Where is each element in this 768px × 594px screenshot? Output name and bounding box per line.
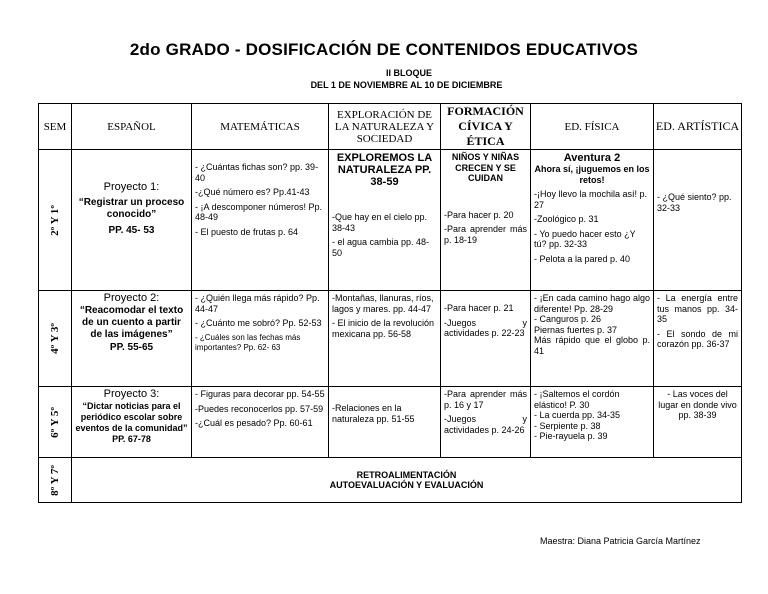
retroalimentacion-label: RETROALIMENTACIÓN xyxy=(356,470,457,480)
fis-item: - Pie-rayuela p. 39 xyxy=(534,431,608,441)
art-item: - La energía entre tus manos pp. 34-35 xyxy=(657,293,738,324)
mat-item: - ¿Cuáles son las fechas más importantes? Pp. 62- 63 xyxy=(195,332,301,352)
exploracion-title: EXPLOREMOS LA NATURALEZA PP. 38-59 xyxy=(336,152,433,188)
col-fisica: ED. FÍSICA xyxy=(531,104,654,150)
mat-item: - ¿Quién llega más rápido? Pp. 44-47 xyxy=(195,293,320,314)
fis-item: - Pelota a la pared p. 40 xyxy=(534,253,631,264)
fis-item: - Yo puedo hacer esto ¿Y tú? pp. 32-33 xyxy=(534,228,636,249)
evaluacion-label: AUTOEVALUACIÓN Y EVALUACIÓN xyxy=(329,480,484,490)
mat-item: - ¿Cuántas fichas son? pp. 39- 40 xyxy=(195,162,319,183)
fis-item: - ¡Saltemos el cordón elástico! P. 30 xyxy=(534,389,620,410)
espanol-title: “Registrar un proceso conocido” xyxy=(78,196,185,220)
table-row xyxy=(39,458,742,503)
col-sem: SEM xyxy=(39,104,72,150)
for-item: -Juegos y actividades p. 24-26 xyxy=(444,414,527,435)
for-item: -Para hacer p. 21 xyxy=(444,303,514,313)
art-item: - ¿Qué siento? pp. 32-33 xyxy=(657,192,732,213)
fisica-subtitle: Ahora sí, ¡juguemos en los retos! xyxy=(534,164,650,185)
espanol-pages: PP. 55-65 xyxy=(109,341,154,353)
espanol-proyecto: Proyecto 2: xyxy=(103,292,160,304)
week-label: 6º Y 5º xyxy=(49,406,61,438)
table-row xyxy=(39,387,742,458)
week-label: 2º Y 1º xyxy=(49,204,61,236)
for-item: -Para aprender más p. 18-19 xyxy=(444,224,527,245)
col-matematicas: MATEMÁTICAS xyxy=(192,104,329,150)
fisica-title: Aventura 2 xyxy=(563,152,621,164)
espanol-proyecto: Proyecto 1: xyxy=(103,181,160,193)
col-formacion: FORMACIÓN CÍVICA Y ÉTICA xyxy=(441,104,531,150)
fis-item: -Zoológico p. 31 xyxy=(534,214,599,224)
exp-item: - El inicio de la revolución mexicana pp. 56-58 xyxy=(332,318,435,339)
formacion-title: NIÑOS Y NIÑAS CRECEN Y SE CUIDAN xyxy=(451,152,520,183)
mat-item: - ¿Cuánto me sobró? Pp. 52-53 xyxy=(195,318,322,328)
espanol-title: “Dictar noticias para el periódico escolar sobre eventos de la comunidad” PP. 67-78 xyxy=(75,400,188,444)
for-item: -Juegos y actividades p. 22-23 xyxy=(444,317,527,338)
fis-item: - Serpiente p. 38 xyxy=(534,420,601,431)
mat-item: -¿Cuál es pesado? Pp. 60-61 xyxy=(195,418,313,428)
exp-item: -Montañas, llanuras, ríos, lagos y mares. pp. 44-47 xyxy=(332,293,434,314)
mat-item: - Figuras para decorar pp. 54-55 xyxy=(195,389,325,399)
period-label: DEL 1 DE NOVIEMBRE AL 10 DE DICIEMBRE xyxy=(310,80,503,90)
fis-item: - ¡En cada camino hago algo diferente! Pp. 28-29 xyxy=(534,293,650,314)
exp-item: - el agua cambia pp. 48-50 xyxy=(332,237,430,258)
fis-item: - La cuerda pp. 34-35 xyxy=(534,410,621,420)
col-artistica: ED. ARTÍSTICA xyxy=(654,104,742,150)
bloque-label: II BLOQUE xyxy=(385,68,432,78)
fis-item: - Canguros p. 26 xyxy=(534,314,602,324)
teacher-signature: Maestra: Diana Patricia García Martínez xyxy=(540,536,701,546)
mat-item: - El puesto de frutas p. 64 xyxy=(195,226,299,237)
col-exploracion: EXPLORACIÓN DE LA NATURALEZA Y SOCIEDAD xyxy=(329,104,441,150)
exp-item: -Relaciones en la naturaleza pp. 51-55 xyxy=(332,403,415,424)
art-item: - Las voces del lugar en donde vivo pp. 38-39 xyxy=(658,389,737,420)
fis-item: Piernas fuertes p. 37 xyxy=(534,324,618,335)
espanol-pages: PP. 45- 53 xyxy=(108,224,155,236)
art-item: - El sondo de mi corazón pp. 36-37 xyxy=(657,328,738,349)
week-label: 4º Y 3º xyxy=(49,323,61,354)
mat-item: -Puedes reconocerlos pp. 57-59 xyxy=(195,403,324,414)
header-row xyxy=(39,104,742,150)
table-row xyxy=(39,150,742,291)
espanol-proyecto: Proyecto 3: xyxy=(103,388,160,400)
fis-item: Más rápido que el globo p. 41 xyxy=(534,335,650,356)
col-espanol: ESPAÑOL xyxy=(72,104,192,150)
espanol-title: “Reacomodar el texto de un cuento a partir de las imágenes” xyxy=(79,304,184,340)
dosificacion-table xyxy=(38,103,742,503)
exp-item: -Que hay en el cielo pp. 38-43 xyxy=(332,212,428,233)
page-title: 2do GRADO - DOSIFICACIÓN DE CONTENIDOS EDUCATIVOS xyxy=(129,40,639,59)
week-label: 8º Y 7º xyxy=(49,464,61,496)
mat-item: - ¡A descomponer números! Pp. 48-49 xyxy=(195,201,323,222)
table-row xyxy=(39,291,742,387)
fis-item: -¡Hoy llevo la mochila así! p. 27 xyxy=(534,189,648,210)
for-item: -Para aprender más p. 16 y 17 xyxy=(444,389,527,410)
for-item: -Para hacer p. 20 xyxy=(444,209,514,220)
mat-item: -¿Qué número es? Pp.41-43 xyxy=(195,187,310,197)
